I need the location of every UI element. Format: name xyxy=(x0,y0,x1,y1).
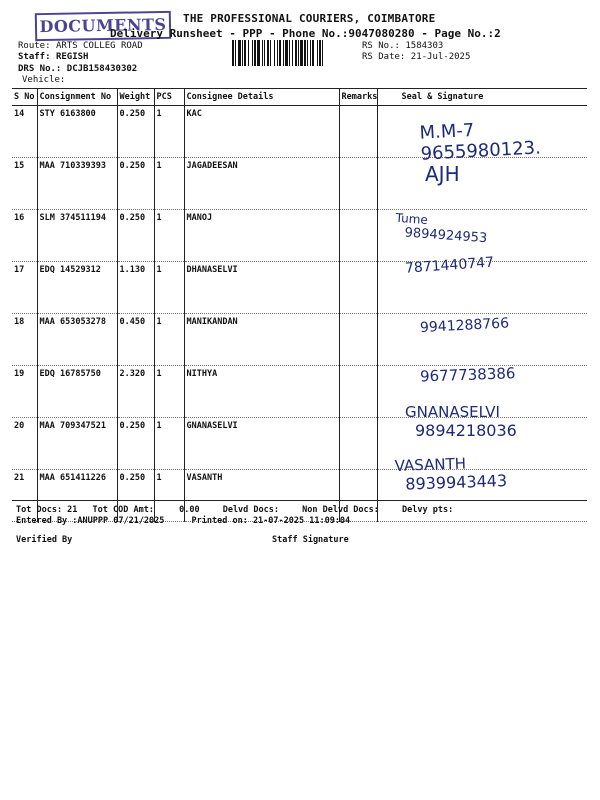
cell-consignee: JAGADEESAN xyxy=(184,158,339,210)
cell-consignment: SLM 374511194 xyxy=(37,210,117,262)
cell-consignee: NITHYA xyxy=(184,366,339,418)
signature-phone: 9894924953 xyxy=(404,225,488,247)
drs-label: DRS No.: xyxy=(18,64,62,74)
signature-phone: 8939943443 xyxy=(405,471,508,494)
tot-docs: Tot Docs: 21 xyxy=(16,505,78,515)
totals-divider xyxy=(12,500,587,501)
table-row xyxy=(12,158,587,210)
cell-weight: 0.250 xyxy=(117,470,154,522)
col-remarks: Remarks xyxy=(339,89,377,106)
company-title: THE PROFESSIONAL COURIERS, COIMBATORE xyxy=(183,12,436,25)
cell-consignee: VASANTH xyxy=(184,470,339,522)
rs-date-line xyxy=(362,52,470,62)
cell-sno: 19 xyxy=(12,366,37,418)
cell-weight: 0.250 xyxy=(117,210,154,262)
delvd-docs: Delvd Docs: xyxy=(222,505,279,515)
cell-pcs: 1 xyxy=(154,314,184,366)
signature-text: GNANASELVI xyxy=(405,403,500,421)
col-weight: Weight xyxy=(117,89,154,106)
cell-remarks xyxy=(339,366,377,418)
printed-on: Printed on: 21-07-2025 11:09:04 xyxy=(191,516,351,526)
verified-by: Verified By xyxy=(16,535,73,545)
cell-sno: 16 xyxy=(12,210,37,262)
cell-consignee: KAC xyxy=(184,106,339,158)
handwritten-signature xyxy=(405,403,517,440)
drs-value: DCJB158430302 xyxy=(66,64,138,74)
cell-weight: 0.250 xyxy=(117,158,154,210)
cell-remarks xyxy=(339,418,377,470)
signature-phone: 7871440747 xyxy=(404,254,495,277)
cod-value: 0.00 xyxy=(179,505,200,515)
cell-weight: 0.250 xyxy=(117,106,154,158)
entered-line xyxy=(16,516,350,526)
cell-weight: 0.250 xyxy=(117,418,154,470)
table-row xyxy=(12,262,587,314)
col-consignment: Consignment No xyxy=(37,89,117,106)
cell-consignment: EDQ 14529312 xyxy=(37,262,117,314)
cell-consignee: GNANASELVI xyxy=(184,418,339,470)
totals-line xyxy=(16,505,453,515)
cell-pcs: 1 xyxy=(154,366,184,418)
delvy-pts: Delvy pts: xyxy=(402,505,454,515)
cell-remarks xyxy=(339,158,377,210)
cell-consignee: DHANASELVI xyxy=(184,262,339,314)
tot-cod: Tot COD Amt: xyxy=(92,505,154,515)
signature-text: AJH xyxy=(425,162,460,186)
cell-sno: 15 xyxy=(12,158,37,210)
cell-signature xyxy=(377,158,587,210)
staff-label: Staff: xyxy=(18,52,51,62)
signature-text: Tume xyxy=(395,210,429,228)
cell-weight: 2.320 xyxy=(117,366,154,418)
signature-phone: 9894218036 xyxy=(415,421,517,440)
cell-pcs: 1 xyxy=(154,106,184,158)
cell-pcs: 1 xyxy=(154,210,184,262)
col-sno: S No xyxy=(12,89,37,106)
signature-phone: 9941288766 xyxy=(419,315,510,337)
table-header-row xyxy=(12,89,587,106)
cell-remarks xyxy=(339,210,377,262)
handwritten-signature xyxy=(410,364,516,386)
cell-consignment: MAA 709347521 xyxy=(37,418,117,470)
cell-pcs: 1 xyxy=(154,470,184,522)
table-row xyxy=(12,210,587,262)
entered-by: Entered By :ANUPPP 07/21/2025 xyxy=(16,516,165,526)
runsheet-subtitle: Delivery Runsheet - PPP - Phone No.:9047080280 - Page No.:2 xyxy=(110,27,501,40)
cell-weight: 0.450 xyxy=(117,314,154,366)
drs-line xyxy=(18,64,137,74)
rs-no-line xyxy=(362,41,443,51)
signature-phone: 9677738386 xyxy=(419,364,516,386)
col-consignee: Consignee Details xyxy=(184,89,339,106)
cell-pcs: 1 xyxy=(154,418,184,470)
col-pcs: PCS xyxy=(154,89,184,106)
cell-pcs: 1 xyxy=(154,158,184,210)
cell-pcs: 1 xyxy=(154,262,184,314)
cell-consignment: MAA 653053278 xyxy=(37,314,117,366)
col-seal-signature: Seal & Signature xyxy=(377,89,587,106)
cell-sno: 17 xyxy=(12,262,37,314)
rs-date-label: RS Date: xyxy=(362,52,406,62)
cell-weight: 1.130 xyxy=(117,262,154,314)
handwritten-signature xyxy=(425,162,460,186)
rs-date-value: 21-Jul-2025 xyxy=(410,52,471,62)
staff-value: REGISH xyxy=(55,52,89,62)
cell-sno: 21 xyxy=(12,470,37,522)
route-value: ARTS COLLEG ROAD xyxy=(55,41,143,51)
signature-text: VASANTH xyxy=(394,454,467,475)
cell-sno: 18 xyxy=(12,314,37,366)
cell-remarks xyxy=(339,106,377,158)
rs-no-label: RS No.: xyxy=(362,41,400,51)
route-line xyxy=(18,41,143,51)
staff-signature: Staff Signature xyxy=(272,535,349,545)
rs-no-value: 1584303 xyxy=(405,41,444,51)
cell-sno: 20 xyxy=(12,418,37,470)
route-label: Route: xyxy=(18,41,51,51)
cell-consignment: EDQ 16785750 xyxy=(37,366,117,418)
non-delvd-docs: Non Delvd Docs: xyxy=(302,505,379,515)
cell-consignee: MANOJ xyxy=(184,210,339,262)
cell-remarks xyxy=(339,314,377,366)
barcode-image xyxy=(232,40,352,66)
staff-line xyxy=(18,52,88,62)
cell-consignment: MAA 710339393 xyxy=(37,158,117,210)
vehicle-label: Vehicle: xyxy=(22,75,66,85)
signature-text: M.M-7 9655980123. xyxy=(419,119,542,165)
handwritten-signature xyxy=(394,453,507,494)
cell-consignee: MANIKANDAN xyxy=(184,314,339,366)
cell-consignment: MAA 651411226 xyxy=(37,470,117,522)
cell-remarks xyxy=(339,262,377,314)
cell-consignment: STY 6163800 xyxy=(37,106,117,158)
documents-stamp: DOCUMENTS xyxy=(35,11,171,41)
cell-sno: 14 xyxy=(12,106,37,158)
